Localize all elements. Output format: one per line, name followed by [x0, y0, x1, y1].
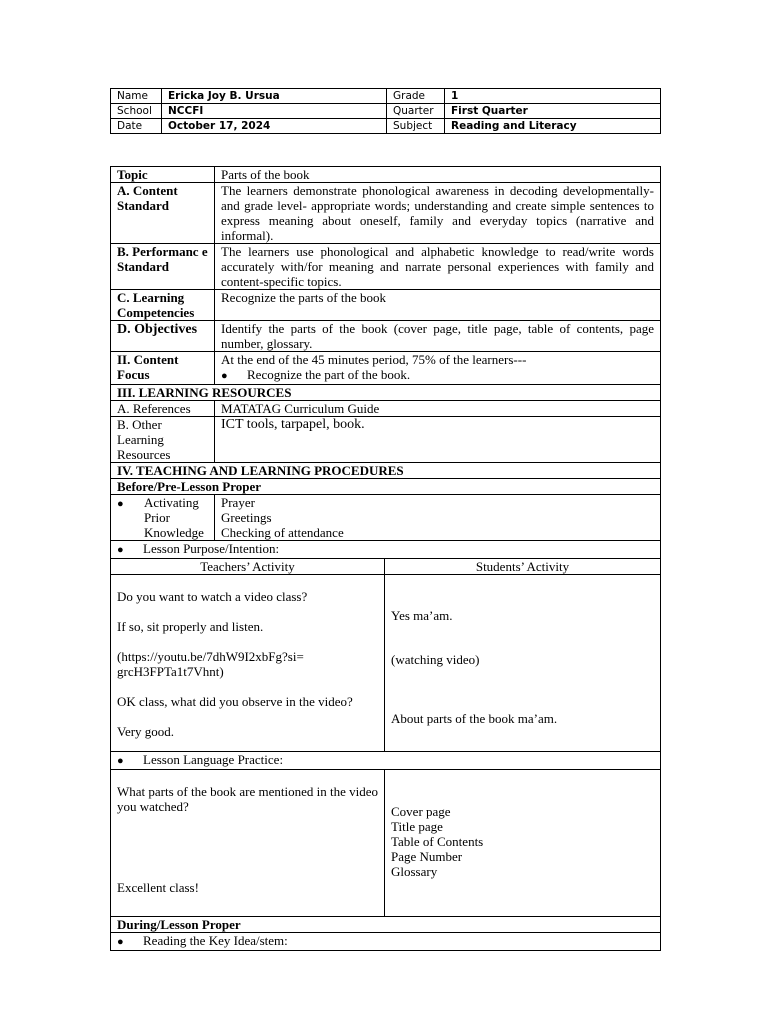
- content-focus-label: II. Content Focus: [111, 352, 215, 385]
- student-line: Title page: [391, 819, 443, 834]
- student-line: Page Number: [391, 849, 463, 864]
- lesson-purpose-cell: [111, 541, 661, 559]
- subject-label: Subject: [387, 119, 445, 134]
- student-line: Cover page: [391, 804, 451, 819]
- topic-value: Parts of the book: [215, 167, 661, 183]
- bullet-icon: [117, 495, 144, 540]
- student-line: (watching video): [391, 652, 480, 667]
- practice-teacher-cell: [111, 770, 385, 917]
- objectives-row: [111, 321, 661, 352]
- bullet-icon: [221, 367, 247, 384]
- content-focus-row: [111, 352, 661, 385]
- activating-item: Prayer: [221, 495, 255, 510]
- objectives-label: D. Objectives: [111, 321, 215, 352]
- teacher-line: Do you want to watch a video class?: [117, 589, 308, 604]
- references-value: MATATAG Curriculum Guide: [215, 401, 661, 417]
- purpose-activity-row: [111, 575, 661, 752]
- key-idea-row: [111, 933, 661, 951]
- content-focus-bullet-item: [221, 367, 654, 384]
- content-focus-intro: At the end of the 45 minutes period, 75% of the learners---: [221, 352, 527, 367]
- grade-label: Grade: [387, 89, 445, 104]
- quarter-label: Quarter: [387, 104, 445, 119]
- activating-item: Checking of attendance: [221, 525, 344, 540]
- lesson-plan-table: [110, 166, 661, 951]
- other-resources-value: ICT tools, tarpapel, book.: [215, 417, 661, 463]
- bullet-icon: [117, 541, 143, 558]
- content-standard-label: A. Content Standard: [111, 183, 215, 244]
- name-value: Ericka Joy B. Ursua: [162, 89, 387, 104]
- activating-label: Activating Prior Knowledge: [144, 495, 204, 540]
- practice-student-cell: [385, 770, 661, 917]
- language-practice-cell: [111, 752, 661, 770]
- activating-items: [215, 495, 661, 541]
- practice-activity-row: [111, 770, 661, 917]
- language-practice-label: Lesson Language Practice:: [143, 752, 284, 767]
- bullet-icon: [117, 752, 143, 769]
- header-row-school: [111, 104, 661, 119]
- name-label: Name: [111, 89, 162, 104]
- key-idea-label: Reading the Key Idea/stem:: [143, 933, 288, 948]
- student-line: Glossary: [391, 864, 438, 879]
- pre-lesson-heading-row: [111, 479, 661, 495]
- learning-resources-heading: III. LEARNING RESOURCES: [111, 385, 661, 401]
- date-value: October 17, 2024: [162, 119, 387, 134]
- lesson-purpose-row: [111, 541, 661, 559]
- content-standard-value: The learners demonstrate phonological awareness in decoding developmentally- and grade level- appropriate words; understanding and create simple sentences to express meaning about oneself, family and everyday topics (narrative and informal).: [215, 183, 661, 244]
- activating-label-cell: [111, 495, 215, 541]
- content-focus-value: [215, 352, 661, 385]
- key-idea-cell: [111, 933, 661, 951]
- procedures-heading: IV. TEACHING AND LEARNING PROCEDURES: [111, 463, 661, 479]
- header-row-date: [111, 119, 661, 134]
- teacher-line: Very good.: [117, 724, 175, 739]
- header-info-table: [110, 88, 661, 134]
- topic-label: Topic: [111, 167, 215, 183]
- activity-header-row: [111, 559, 661, 575]
- objectives-value: Identify the parts of the book (cover page, title page, table of contents, page number, glossary.: [215, 321, 661, 352]
- performance-standard-value: The learners use phonological and alphabetic knowledge to read/write words accurately with/for meaning and narrate personal experiences with family and content-specific topics.: [215, 244, 661, 290]
- learning-resources-heading-row: [111, 385, 661, 401]
- date-label: Date: [111, 119, 162, 134]
- language-practice-row: [111, 752, 661, 770]
- learning-competencies-row: [111, 290, 661, 321]
- procedures-heading-row: [111, 463, 661, 479]
- other-resources-row: [111, 417, 661, 463]
- quarter-value: First Quarter: [445, 104, 661, 119]
- student-line: About parts of the book ma’am.: [391, 711, 558, 726]
- content-standard-row: [111, 183, 661, 244]
- teachers-activity-header: Teachers’ Activity: [111, 559, 385, 575]
- during-lesson-heading-row: [111, 917, 661, 933]
- references-label: A. References: [111, 401, 215, 417]
- video-link[interactable]: (https://youtu.be/7dhW9I2xbFg?si=grcH3FPTa1t7Vhnt): [117, 649, 304, 679]
- learning-competencies-label: C. Learning Competencies: [111, 290, 215, 321]
- subject-value: Reading and Literacy: [445, 119, 661, 134]
- school-value: NCCFI: [162, 104, 387, 119]
- teacher-line: Excellent class!: [117, 880, 199, 895]
- other-resources-label: B. Other Learning Resources: [111, 417, 215, 463]
- purpose-student-cell: [385, 575, 661, 752]
- header-row-name: [111, 89, 661, 104]
- activating-item: Greetings: [221, 510, 272, 525]
- lesson-purpose-label: Lesson Purpose/Intention:: [143, 541, 280, 556]
- pre-lesson-heading: Before/Pre-Lesson Proper: [111, 479, 661, 495]
- student-line: Table of Contents: [391, 834, 484, 849]
- topic-row: [111, 167, 661, 183]
- grade-value: 1: [445, 89, 661, 104]
- learning-competencies-value: Recognize the parts of the book: [215, 290, 661, 321]
- school-label: School: [111, 104, 162, 119]
- performance-standard-label: B. Performanc e Standard: [111, 244, 215, 290]
- activating-row: [111, 495, 661, 541]
- students-activity-header: Students’ Activity: [385, 559, 661, 575]
- teacher-line: OK class, what did you observe in the video?: [117, 694, 353, 709]
- during-lesson-heading: During/Lesson Proper: [111, 917, 661, 933]
- student-line: Yes ma’am.: [391, 608, 453, 623]
- purpose-teacher-cell: [111, 575, 385, 752]
- bullet-icon: [117, 933, 143, 950]
- teacher-line: If so, sit properly and listen.: [117, 619, 264, 634]
- references-row: [111, 401, 661, 417]
- content-focus-bullet-text: Recognize the part of the book.: [247, 367, 411, 382]
- performance-standard-row: [111, 244, 661, 290]
- teacher-line: What parts of the book are mentioned in the video you watched?: [117, 784, 379, 814]
